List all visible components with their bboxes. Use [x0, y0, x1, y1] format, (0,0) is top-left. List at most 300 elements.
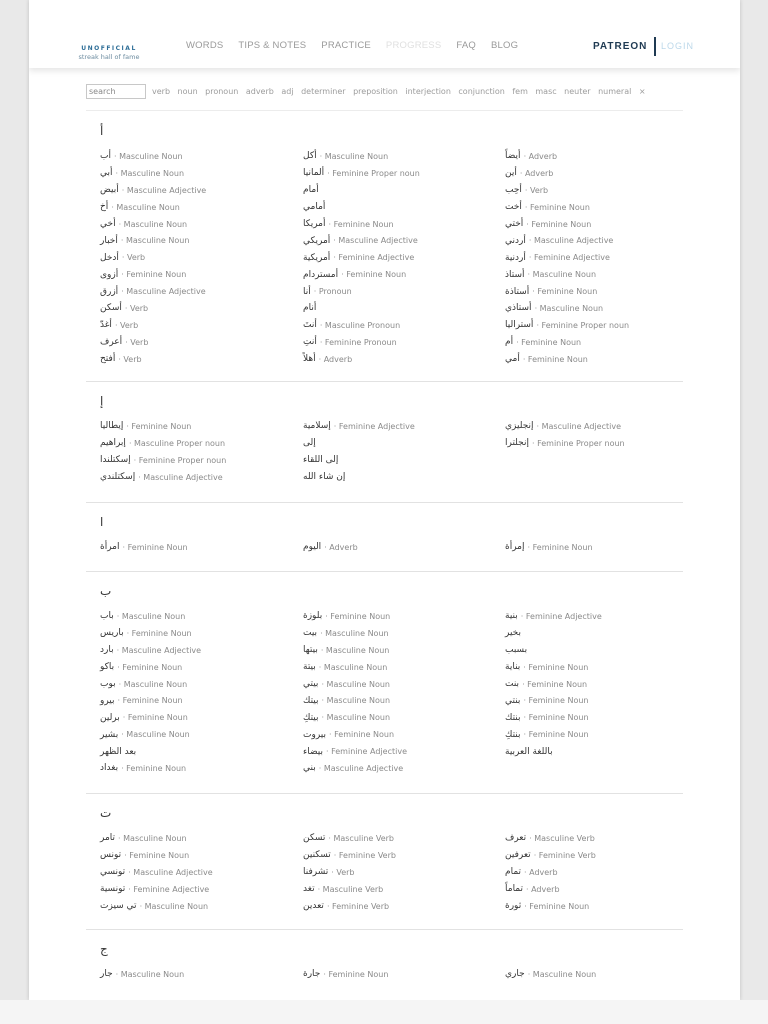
filter-tag-preposition[interactable]: preposition [353, 86, 398, 96]
word-column [505, 418, 705, 452]
part-of-speech: · Feminine Noun [121, 270, 187, 280]
arabic-word[interactable]: أستراليا [505, 320, 534, 331]
word-item[interactable] [505, 232, 705, 249]
word-item[interactable] [303, 199, 503, 216]
word-item[interactable] [505, 864, 705, 881]
word-column [505, 608, 705, 760]
arabic-word[interactable]: أفتح [100, 354, 116, 365]
part-of-speech: · Feminine Noun [126, 421, 192, 431]
word-column [303, 608, 503, 777]
part-of-speech: · Feminine Noun [122, 713, 188, 723]
section-letter: ا [100, 515, 104, 529]
word-item[interactable] [100, 539, 300, 556]
arabic-word[interactable]: أمريكية [303, 252, 331, 263]
word-item[interactable] [303, 182, 503, 199]
word-item[interactable] [303, 266, 503, 283]
word-item[interactable] [100, 469, 300, 486]
word-item[interactable] [303, 539, 503, 556]
filter-tag-pronoun[interactable]: pronoun [205, 86, 239, 96]
word-item[interactable] [100, 966, 300, 983]
part-of-speech: · Feminine Noun [523, 713, 589, 723]
arabic-word[interactable]: بيت [303, 628, 318, 639]
arabic-word[interactable]: أيضاً [505, 151, 521, 162]
part-of-speech: · Masculine Noun [118, 679, 188, 689]
arabic-word[interactable]: إيطاليا [100, 421, 124, 432]
word-item[interactable] [303, 726, 503, 743]
word-item[interactable] [303, 847, 503, 864]
arabic-word[interactable]: تعرفين [505, 850, 531, 861]
word-item[interactable] [100, 351, 300, 368]
word-item[interactable] [505, 199, 705, 216]
arabic-word[interactable]: أمام [303, 185, 319, 196]
word-item[interactable] [100, 864, 300, 881]
arabic-word[interactable]: برلين [100, 712, 120, 723]
arabic-word[interactable]: بيتها [303, 645, 318, 656]
part-of-speech: · Masculine Noun [320, 645, 390, 655]
part-of-speech: · Masculine Verb [529, 833, 595, 843]
word-item[interactable] [100, 642, 300, 659]
arabic-word[interactable]: بيتكِ [303, 712, 319, 723]
word-item[interactable] [100, 676, 300, 693]
filter-tag-fem[interactable]: fem [512, 86, 528, 96]
arabic-word[interactable]: بنت [505, 679, 520, 689]
arabic-word[interactable]: تسكن [303, 833, 326, 844]
patreon-link[interactable]: PATREON [593, 41, 648, 52]
word-item[interactable] [303, 232, 503, 249]
word-item[interactable] [505, 148, 705, 165]
part-of-speech: · Feminine Noun [522, 679, 588, 689]
arabic-word[interactable]: أمامي [303, 202, 326, 213]
word-item[interactable] [505, 709, 705, 726]
arabic-word[interactable]: أمريكا [303, 219, 326, 229]
nav-practice[interactable]: PRACTICE [321, 40, 371, 51]
filter-tag-adj[interactable]: adj [281, 86, 294, 96]
word-item[interactable] [303, 216, 503, 233]
part-of-speech: · Verb [331, 867, 355, 877]
arabic-word[interactable]: تونس [100, 850, 122, 861]
part-of-speech: · Masculine Noun [111, 202, 180, 212]
arabic-word[interactable]: إن شاء الله [303, 472, 346, 483]
part-of-speech: · Masculine Adjective [528, 236, 614, 246]
filter-tag-interjection[interactable]: interjection [405, 86, 451, 96]
word-item[interactable] [303, 692, 503, 709]
word-item[interactable] [505, 676, 705, 693]
word-item[interactable] [100, 283, 300, 300]
arabic-word[interactable]: جارة [303, 969, 321, 980]
nav-blog[interactable]: BLOG [490, 40, 519, 51]
word-item[interactable] [100, 216, 300, 233]
part-of-speech: · Feminine Verb [326, 901, 390, 911]
word-item[interactable] [505, 317, 705, 334]
filter-bar [86, 83, 682, 99]
arabic-word[interactable]: تشرفنا [303, 867, 329, 878]
arabic-word[interactable]: أردنية [505, 252, 526, 263]
word-item[interactable] [303, 966, 503, 983]
section-letter: ب [100, 584, 112, 598]
part-of-speech: · Masculine Noun [527, 969, 597, 979]
word-item[interactable] [100, 199, 300, 216]
part-of-speech: · Feminine Noun [527, 542, 593, 552]
word-item[interactable] [100, 760, 300, 777]
arabic-word[interactable]: إلى [303, 438, 316, 449]
word-item[interactable] [505, 283, 705, 300]
arabic-word[interactable]: إلى اللقاء [303, 455, 339, 466]
word-item[interactable] [505, 216, 705, 233]
word-item[interactable] [100, 418, 300, 435]
filter-tag-adverb[interactable]: adverb [245, 86, 274, 96]
part-of-speech: · Masculine Adjective [121, 287, 206, 297]
arabic-word[interactable]: أستاذة [505, 286, 530, 297]
word-item[interactable] [303, 642, 503, 659]
word-item[interactable] [100, 743, 300, 760]
part-of-speech: · Masculine Proper noun [128, 438, 226, 448]
word-column [303, 148, 503, 368]
filter-tag-conjunction[interactable]: conjunction [458, 86, 505, 96]
filter-tags [152, 87, 653, 96]
word-item[interactable] [100, 726, 300, 743]
arabic-word[interactable]: تونسي [100, 867, 126, 878]
arabic-word[interactable]: تعدين [303, 901, 324, 911]
arabic-word[interactable]: أستاذ [505, 269, 525, 280]
word-item[interactable] [100, 317, 300, 334]
arabic-word[interactable]: بارد [100, 645, 114, 656]
arabic-word[interactable]: تعرف [505, 833, 527, 844]
part-of-speech: · Feminine Noun [121, 763, 187, 773]
filter-tag-numeral[interactable]: numeral [598, 86, 632, 96]
part-of-speech: · Masculine Noun [118, 219, 188, 229]
word-item[interactable] [505, 608, 705, 625]
word-item[interactable] [303, 351, 503, 368]
arabic-word[interactable]: أدخل [100, 252, 119, 263]
word-item[interactable] [100, 334, 300, 351]
part-of-speech: · Verb [114, 320, 139, 330]
arabic-word[interactable]: أنتِ [303, 337, 317, 348]
word-item[interactable] [303, 659, 503, 676]
arabic-word[interactable]: إنجليزي [505, 421, 534, 432]
word-item[interactable] [303, 148, 503, 165]
arabic-word[interactable]: تماماً [505, 884, 524, 895]
arabic-word[interactable]: أنا [303, 286, 311, 297]
nav-words[interactable]: WORDS [186, 40, 224, 51]
word-item[interactable] [303, 418, 503, 435]
filter-tag-verb[interactable]: verb [152, 86, 171, 96]
word-item[interactable] [100, 182, 300, 199]
word-item[interactable] [505, 830, 705, 847]
word-item[interactable] [100, 659, 300, 676]
word-item[interactable] [303, 709, 503, 726]
arabic-word[interactable]: جار [100, 969, 113, 980]
word-item[interactable] [303, 743, 503, 760]
part-of-speech: · Pronoun [313, 287, 352, 297]
word-item[interactable] [100, 692, 300, 709]
arabic-word[interactable]: أمي [505, 354, 520, 365]
arabic-word[interactable]: بناية [505, 662, 521, 673]
filter-tag-neuter[interactable]: neuter [564, 86, 591, 96]
arabic-word[interactable]: ثورة [505, 901, 522, 911]
word-item[interactable] [505, 847, 705, 864]
logo-line1: UNOFFICIAL [81, 45, 137, 52]
arabic-word[interactable]: بيتة [303, 662, 316, 673]
word-item[interactable] [303, 625, 503, 642]
word-item[interactable] [505, 351, 705, 368]
arabic-word[interactable]: أعرف [100, 337, 123, 348]
part-of-speech: · Feminine Noun [526, 219, 592, 229]
word-item[interactable] [505, 743, 705, 760]
arabic-word[interactable]: أنام [303, 303, 317, 314]
filter-tag-masc[interactable]: masc [535, 86, 557, 96]
word-item[interactable] [505, 625, 705, 642]
arabic-word[interactable]: أحِب [505, 185, 522, 196]
arabic-word[interactable]: أمريكي [303, 235, 331, 246]
part-of-speech: · Feminine Adjective [520, 611, 602, 621]
word-item[interactable] [505, 659, 705, 676]
arabic-word[interactable]: إسلامية [303, 421, 331, 432]
arabic-word[interactable]: بوب [100, 679, 116, 689]
arabic-word[interactable]: تامر [100, 833, 116, 844]
word-item[interactable] [505, 266, 705, 283]
main-nav [186, 40, 533, 51]
arabic-word[interactable]: أكل [303, 151, 317, 162]
arabic-word[interactable]: بشير [100, 729, 119, 740]
arabic-word[interactable]: بيروت [303, 729, 327, 740]
arabic-word[interactable]: أزوى [100, 269, 119, 280]
word-item[interactable] [505, 726, 705, 743]
arabic-word[interactable]: إمرأة [505, 542, 525, 553]
word-item[interactable] [303, 435, 503, 452]
word-item[interactable] [303, 452, 503, 469]
arabic-word[interactable]: أمستردام [303, 269, 339, 280]
arabic-word[interactable]: أستاذي [505, 303, 532, 314]
site-logo[interactable] [70, 45, 148, 61]
arabic-word[interactable]: بعد الظهر [100, 746, 137, 757]
arabic-word[interactable]: باريس [100, 628, 124, 639]
arabic-word[interactable]: أخ [100, 202, 109, 213]
part-of-speech: · Feminine Noun [124, 850, 190, 860]
word-item[interactable] [303, 830, 503, 847]
part-of-speech: · Feminine Adjective [528, 253, 610, 263]
arabic-word[interactable]: بغداد [100, 763, 119, 774]
part-of-speech: · Feminine Noun [516, 337, 582, 347]
section-letter: أ [100, 124, 104, 138]
part-of-speech: · Masculine Verb [328, 833, 395, 843]
part-of-speech: · Masculine Adjective [318, 763, 404, 773]
part-of-speech: · Masculine Noun [121, 730, 190, 740]
part-of-speech: · Feminine Pronoun [319, 337, 397, 347]
part-of-speech: · Masculine Pronoun [319, 320, 401, 330]
arabic-word[interactable]: تسكنين [303, 850, 331, 861]
part-of-speech: · Feminine Adjective [326, 747, 407, 757]
word-item[interactable] [303, 165, 503, 182]
nav-faq[interactable]: FAQ [456, 40, 476, 51]
part-of-speech: · Masculine Noun [527, 270, 597, 280]
part-of-speech: · Masculine Noun [113, 151, 183, 161]
login-link[interactable]: LOGIN [661, 41, 695, 51]
word-item[interactable] [100, 300, 300, 317]
part-of-speech: · Masculine Noun [321, 713, 391, 723]
arabic-word[interactable]: ألمانيا [303, 168, 325, 179]
word-item[interactable] [303, 334, 503, 351]
word-item[interactable] [100, 232, 300, 249]
search-input[interactable]: search [86, 84, 146, 99]
part-of-speech: · Feminine Adjective [333, 253, 415, 263]
word-item[interactable] [100, 625, 300, 642]
arabic-word[interactable]: بنتي [505, 695, 521, 706]
arabic-word[interactable]: بخير [505, 628, 521, 639]
word-item[interactable] [505, 692, 705, 709]
word-item[interactable] [505, 165, 705, 182]
part-of-speech: · Masculine Noun [120, 236, 190, 246]
word-item[interactable] [303, 608, 503, 625]
section-divider [86, 793, 683, 794]
word-column [100, 539, 300, 556]
word-item[interactable] [100, 249, 300, 266]
word-item[interactable] [100, 898, 300, 915]
arabic-word[interactable]: بنتكِ [505, 729, 521, 740]
part-of-speech: · Feminine Noun [117, 662, 183, 672]
arabic-word[interactable]: أبيض [100, 185, 119, 196]
part-of-speech: · Masculine Noun [319, 151, 389, 161]
part-of-speech: · Feminine Noun [523, 662, 589, 672]
part-of-speech: · Verb [121, 253, 146, 263]
arabic-word[interactable]: بني [303, 763, 316, 774]
word-item[interactable] [303, 864, 503, 881]
word-item[interactable] [505, 881, 705, 898]
arabic-word[interactable]: اليوم [303, 542, 322, 553]
word-item[interactable] [303, 760, 503, 777]
part-of-speech: · Masculine Adjective [116, 645, 202, 655]
arabic-word[interactable]: بيرو [100, 695, 115, 706]
word-column [505, 830, 705, 914]
word-item[interactable] [303, 676, 503, 693]
part-of-speech: · Adverb [524, 867, 558, 877]
arabic-word[interactable]: إسكتلندي [100, 472, 136, 483]
word-column [505, 148, 705, 368]
part-of-speech: · Feminine Verb [333, 850, 396, 860]
arabic-word[interactable]: أم [505, 337, 514, 348]
word-item[interactable] [505, 182, 705, 199]
filter-tag-determiner[interactable]: determiner [301, 86, 346, 96]
word-item[interactable] [505, 966, 705, 983]
word-item[interactable] [303, 898, 503, 915]
arabic-word[interactable]: إسكتلندا [100, 455, 131, 466]
word-item[interactable] [100, 847, 300, 864]
word-item[interactable] [303, 469, 503, 486]
section-letter: ت [100, 806, 112, 820]
arabic-word[interactable]: بيتي [303, 679, 319, 689]
part-of-speech: · Feminine Noun [126, 628, 192, 638]
word-item[interactable] [303, 249, 503, 266]
arabic-word[interactable]: إبراهيم [100, 438, 126, 449]
arabic-word[interactable]: أين [505, 168, 517, 179]
word-item[interactable] [303, 283, 503, 300]
part-of-speech: · Masculine Adjective [333, 236, 418, 246]
arabic-word[interactable]: باكو [100, 662, 115, 673]
arabic-word[interactable]: أبي [100, 168, 113, 179]
part-of-speech: · Adverb [318, 354, 353, 364]
arabic-word[interactable]: جاري [505, 969, 525, 980]
arabic-word[interactable]: بسبب [505, 645, 528, 656]
part-of-speech: · Masculine Noun [115, 168, 185, 178]
part-of-speech: · Adverb [324, 542, 358, 552]
arabic-word[interactable]: أب [100, 151, 111, 162]
part-of-speech: · Verb [125, 337, 149, 347]
arabic-word[interactable]: امرأة [100, 542, 120, 553]
filter-tag-noun[interactable]: noun [177, 86, 198, 96]
arabic-word[interactable]: تونسية [100, 884, 126, 895]
word-item[interactable] [100, 148, 300, 165]
arabic-word[interactable]: أزرق [100, 286, 119, 297]
clear-filter-icon[interactable]: × [638, 86, 646, 96]
word-item[interactable] [505, 249, 705, 266]
word-item[interactable] [100, 881, 300, 898]
arabic-word[interactable]: أهلاً [303, 354, 316, 365]
arabic-word[interactable]: تي سيزت [100, 901, 137, 911]
arabic-word[interactable]: إنجلترا [505, 438, 529, 449]
word-column [303, 418, 503, 486]
part-of-speech: · Masculine Noun [118, 833, 187, 843]
word-item[interactable] [303, 317, 503, 334]
arabic-word[interactable]: أخبار [100, 235, 118, 246]
word-item[interactable] [505, 300, 705, 317]
arabic-word[interactable]: أخي [100, 219, 116, 229]
word-item[interactable] [303, 300, 503, 317]
arabic-word[interactable]: أنتَ [303, 320, 317, 331]
arabic-word[interactable]: تغد [303, 884, 315, 895]
section-divider [86, 381, 683, 382]
word-item[interactable] [100, 165, 300, 182]
arabic-word[interactable]: أخت [505, 202, 522, 213]
part-of-speech: · Feminine Noun [329, 730, 395, 740]
word-column [505, 966, 705, 983]
word-item[interactable] [100, 608, 300, 625]
nav-tips-notes[interactable]: TIPS & NOTES [238, 40, 307, 51]
word-item[interactable] [505, 435, 705, 452]
word-item[interactable] [505, 539, 705, 556]
part-of-speech: · Masculine Noun [321, 696, 391, 706]
part-of-speech: · Feminine Noun [122, 542, 188, 552]
arabic-word[interactable]: بلوزة [303, 611, 323, 622]
arabic-word[interactable]: أختي [505, 219, 524, 229]
arabic-word[interactable]: باللغة العربية [505, 746, 553, 757]
arabic-word[interactable]: باب [100, 611, 114, 622]
part-of-speech: · Verb [124, 303, 149, 313]
word-item[interactable] [100, 452, 300, 469]
arabic-word[interactable]: أردني [505, 235, 526, 246]
word-item[interactable] [100, 266, 300, 283]
arabic-word[interactable]: بنية [505, 611, 518, 622]
word-item[interactable] [100, 435, 300, 452]
word-item[interactable] [505, 418, 705, 435]
word-item[interactable] [505, 642, 705, 659]
word-item[interactable] [303, 881, 503, 898]
arabic-word[interactable]: بنتك [505, 712, 521, 723]
arabic-word[interactable]: أسكن [100, 303, 122, 314]
word-item[interactable] [100, 709, 300, 726]
arabic-word[interactable]: بيتك [303, 695, 319, 706]
part-of-speech: · Feminine Noun [117, 696, 183, 706]
arabic-word[interactable]: أغدّ [100, 320, 112, 331]
page-frame [29, 0, 740, 1000]
word-item[interactable] [505, 898, 705, 915]
part-of-speech: · Masculine Noun [318, 662, 388, 672]
section-divider [86, 502, 683, 503]
nav-progress[interactable]: PROGRESS [385, 40, 442, 51]
arabic-word[interactable]: تمام [505, 867, 522, 878]
word-item[interactable] [505, 334, 705, 351]
arabic-word[interactable]: بيضاء [303, 746, 323, 757]
part-of-speech: · Masculine Noun [139, 901, 209, 911]
word-item[interactable] [100, 830, 300, 847]
